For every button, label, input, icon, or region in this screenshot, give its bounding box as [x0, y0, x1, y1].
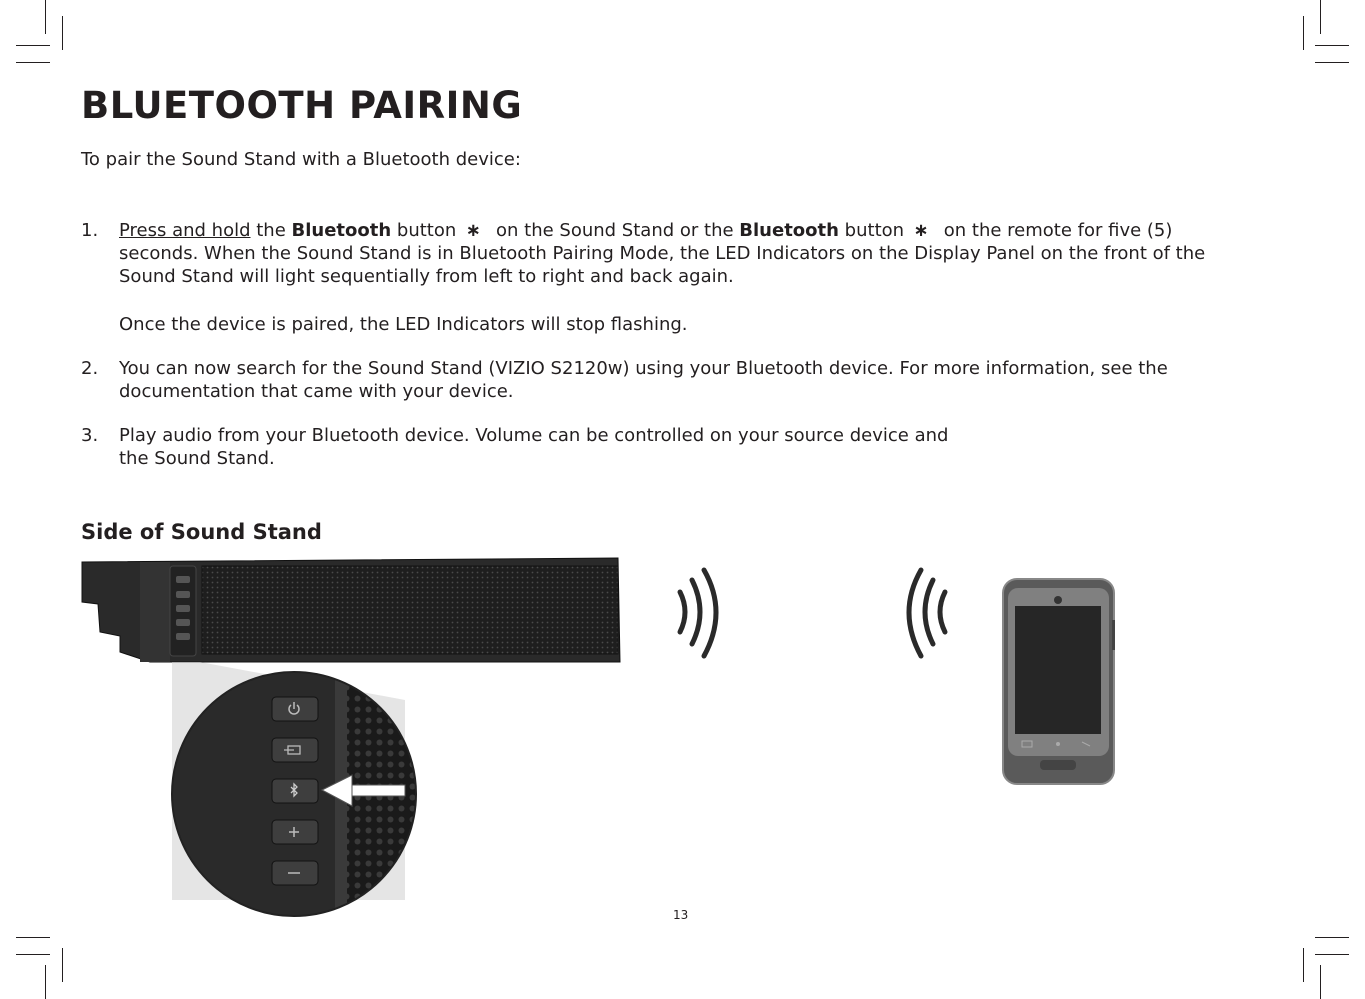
camera-icon — [1054, 596, 1062, 604]
home-button — [1040, 760, 1076, 770]
bluetooth-label: Bluetooth — [291, 220, 392, 241]
step-number: 1. — [81, 220, 99, 241]
signal-waves-out — [680, 570, 716, 656]
bluetooth-button-small — [176, 605, 190, 612]
power-button — [272, 697, 318, 721]
power-button-small — [176, 576, 190, 583]
bluetooth-label: Bluetooth — [739, 220, 839, 241]
step-text: Play audio from your Bluetooth device. Volume can be controlled on your source device and — [119, 425, 949, 446]
step-text: on the remote for five (5) — [938, 220, 1173, 241]
step-text: the Sound Stand. — [119, 448, 275, 469]
step-text: button — [838, 220, 905, 241]
press-and-hold-text: Press and hold — [119, 220, 251, 241]
page-title: BLUETOOTH PAIRING — [81, 84, 523, 127]
step-text: button — [391, 220, 457, 241]
input-button-small — [176, 591, 190, 598]
bluetooth-icon: ∗ — [465, 220, 481, 241]
sound-stand-side — [82, 558, 620, 662]
step-text: on the Sound Stand or the — [490, 220, 740, 241]
step-number: 3. — [81, 425, 99, 446]
minus-button-small — [176, 633, 190, 640]
step-text: seconds. When the Sound Stand is in Bluetooth Pairing Mode, the LED Indicators on the Display Panel on the front of the — [119, 243, 1206, 264]
signal-waves-in — [909, 570, 945, 656]
page-number: 13 — [673, 908, 689, 922]
step-text: the — [250, 220, 292, 241]
figure-caption: Side of Sound Stand — [81, 520, 322, 544]
plus-button-small — [176, 619, 190, 626]
step-number: 2. — [81, 358, 99, 379]
step-note: Once the device is paired, the LED Indicators will stop flashing. — [119, 314, 688, 335]
step-text: documentation that came with your device. — [119, 381, 514, 402]
bluetooth-icon: ∗ — [913, 220, 929, 241]
step-text: Sound Stand will light sequentially from left to right and back again. — [119, 266, 734, 287]
input-button — [272, 738, 318, 762]
step-text: You can now search for the Sound Stand (VIZIO S2120w) using your Bluetooth device. For more information, see the — [119, 358, 1168, 379]
search-icon — [1056, 742, 1060, 746]
smartphone — [1003, 579, 1115, 784]
intro-text: To pair the Sound Stand with a Bluetooth device: — [81, 149, 521, 170]
side-button — [1112, 620, 1115, 650]
